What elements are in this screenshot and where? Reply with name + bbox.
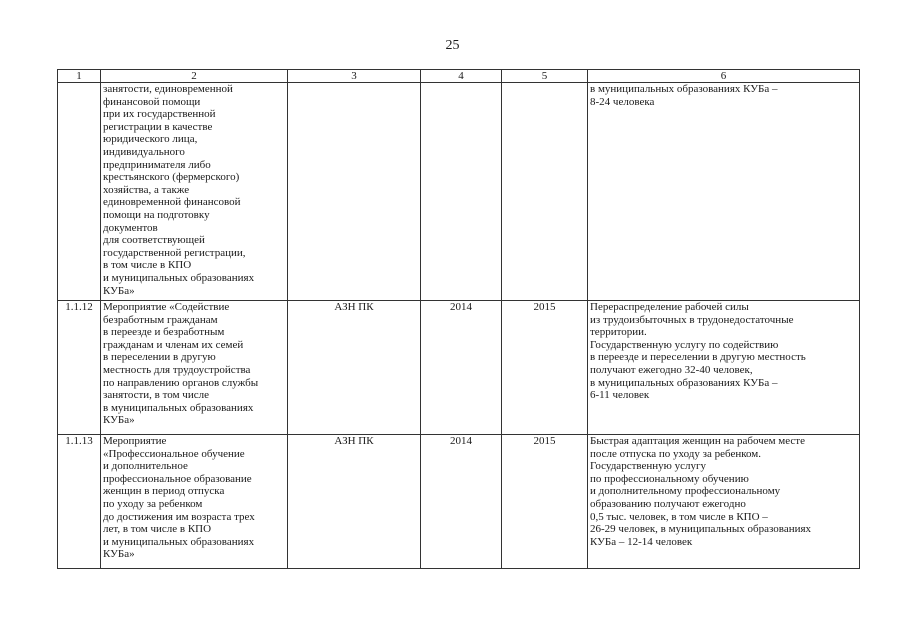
table-row: [58, 301, 860, 435]
start-year: 2014: [421, 435, 502, 569]
program-table: [57, 69, 860, 569]
executor: АЗН ПК: [288, 301, 421, 435]
page-number: 25: [445, 38, 460, 53]
measure-name: Мероприятие «Профессиональное обучение и дополнительное профессиональное образование женщин в период отпуска по уходу за ребенком до достижения им возраста трех лет, в том числе в КПО и муниципальных образованиях КУБа»: [101, 435, 288, 569]
row-number: [58, 83, 101, 301]
expected-result: в муниципальных образованиях КУБа – 8-24 человека: [588, 83, 860, 301]
expected-result: Перераспределение рабочей силы из трудоизбыточных в трудонедостаточные территории. Государственную услугу по содействию в переезде и переселении в другую местность получают ежегодно 32-40 человек, в муниципальных образованиях КУБа – 6-11 человек: [588, 301, 860, 435]
end-year: [502, 83, 588, 301]
table-row: [58, 83, 860, 301]
header-cell: 5: [502, 70, 588, 83]
table-header-row: [58, 70, 860, 83]
header-cell: 6: [588, 70, 860, 83]
row-number: 1.1.12: [58, 301, 101, 435]
header-cell: 4: [421, 70, 502, 83]
executor: АЗН ПК: [288, 435, 421, 569]
expected-result: Быстрая адаптация женщин на рабочем месте после отпуска по уходу за ребенком. Государственную услугу по профессиональному обучению и дополнительному профессиональному образованию получают ежегодно 0,5 тыс. человек, в том числе в КПО – 26-29 человек, в муниципальных образованиях КУБа – 12-14 человек: [588, 435, 860, 569]
table-row: [58, 435, 860, 569]
header-cell: 1: [58, 70, 101, 83]
executor: [288, 83, 421, 301]
header-cell: 3: [288, 70, 421, 83]
start-year: 2014: [421, 301, 502, 435]
row-number: 1.1.13: [58, 435, 101, 569]
start-year: [421, 83, 502, 301]
measure-name: Мероприятие «Содействие безработным гражданам в переезде и безработным гражданам и членам их семей в переселении в другую местность для трудоустройства по направлению органов службы занятости, в том числе в муниципальных образованиях КУБа»: [101, 301, 288, 435]
end-year: 2015: [502, 301, 588, 435]
end-year: 2015: [502, 435, 588, 569]
measure-name: занятости, единовременной финансовой помощи при их государственной регистрации в качестве юридического лица, индивидуального предпринимателя либо крестьянского (фермерского) хозяйства, а также единовременной финансовой помощи на подготовку документов для соответствующей государственной регистрации, в том числе в КПО и муниципальных образованиях КУБа»: [101, 83, 288, 301]
header-cell: 2: [101, 70, 288, 83]
